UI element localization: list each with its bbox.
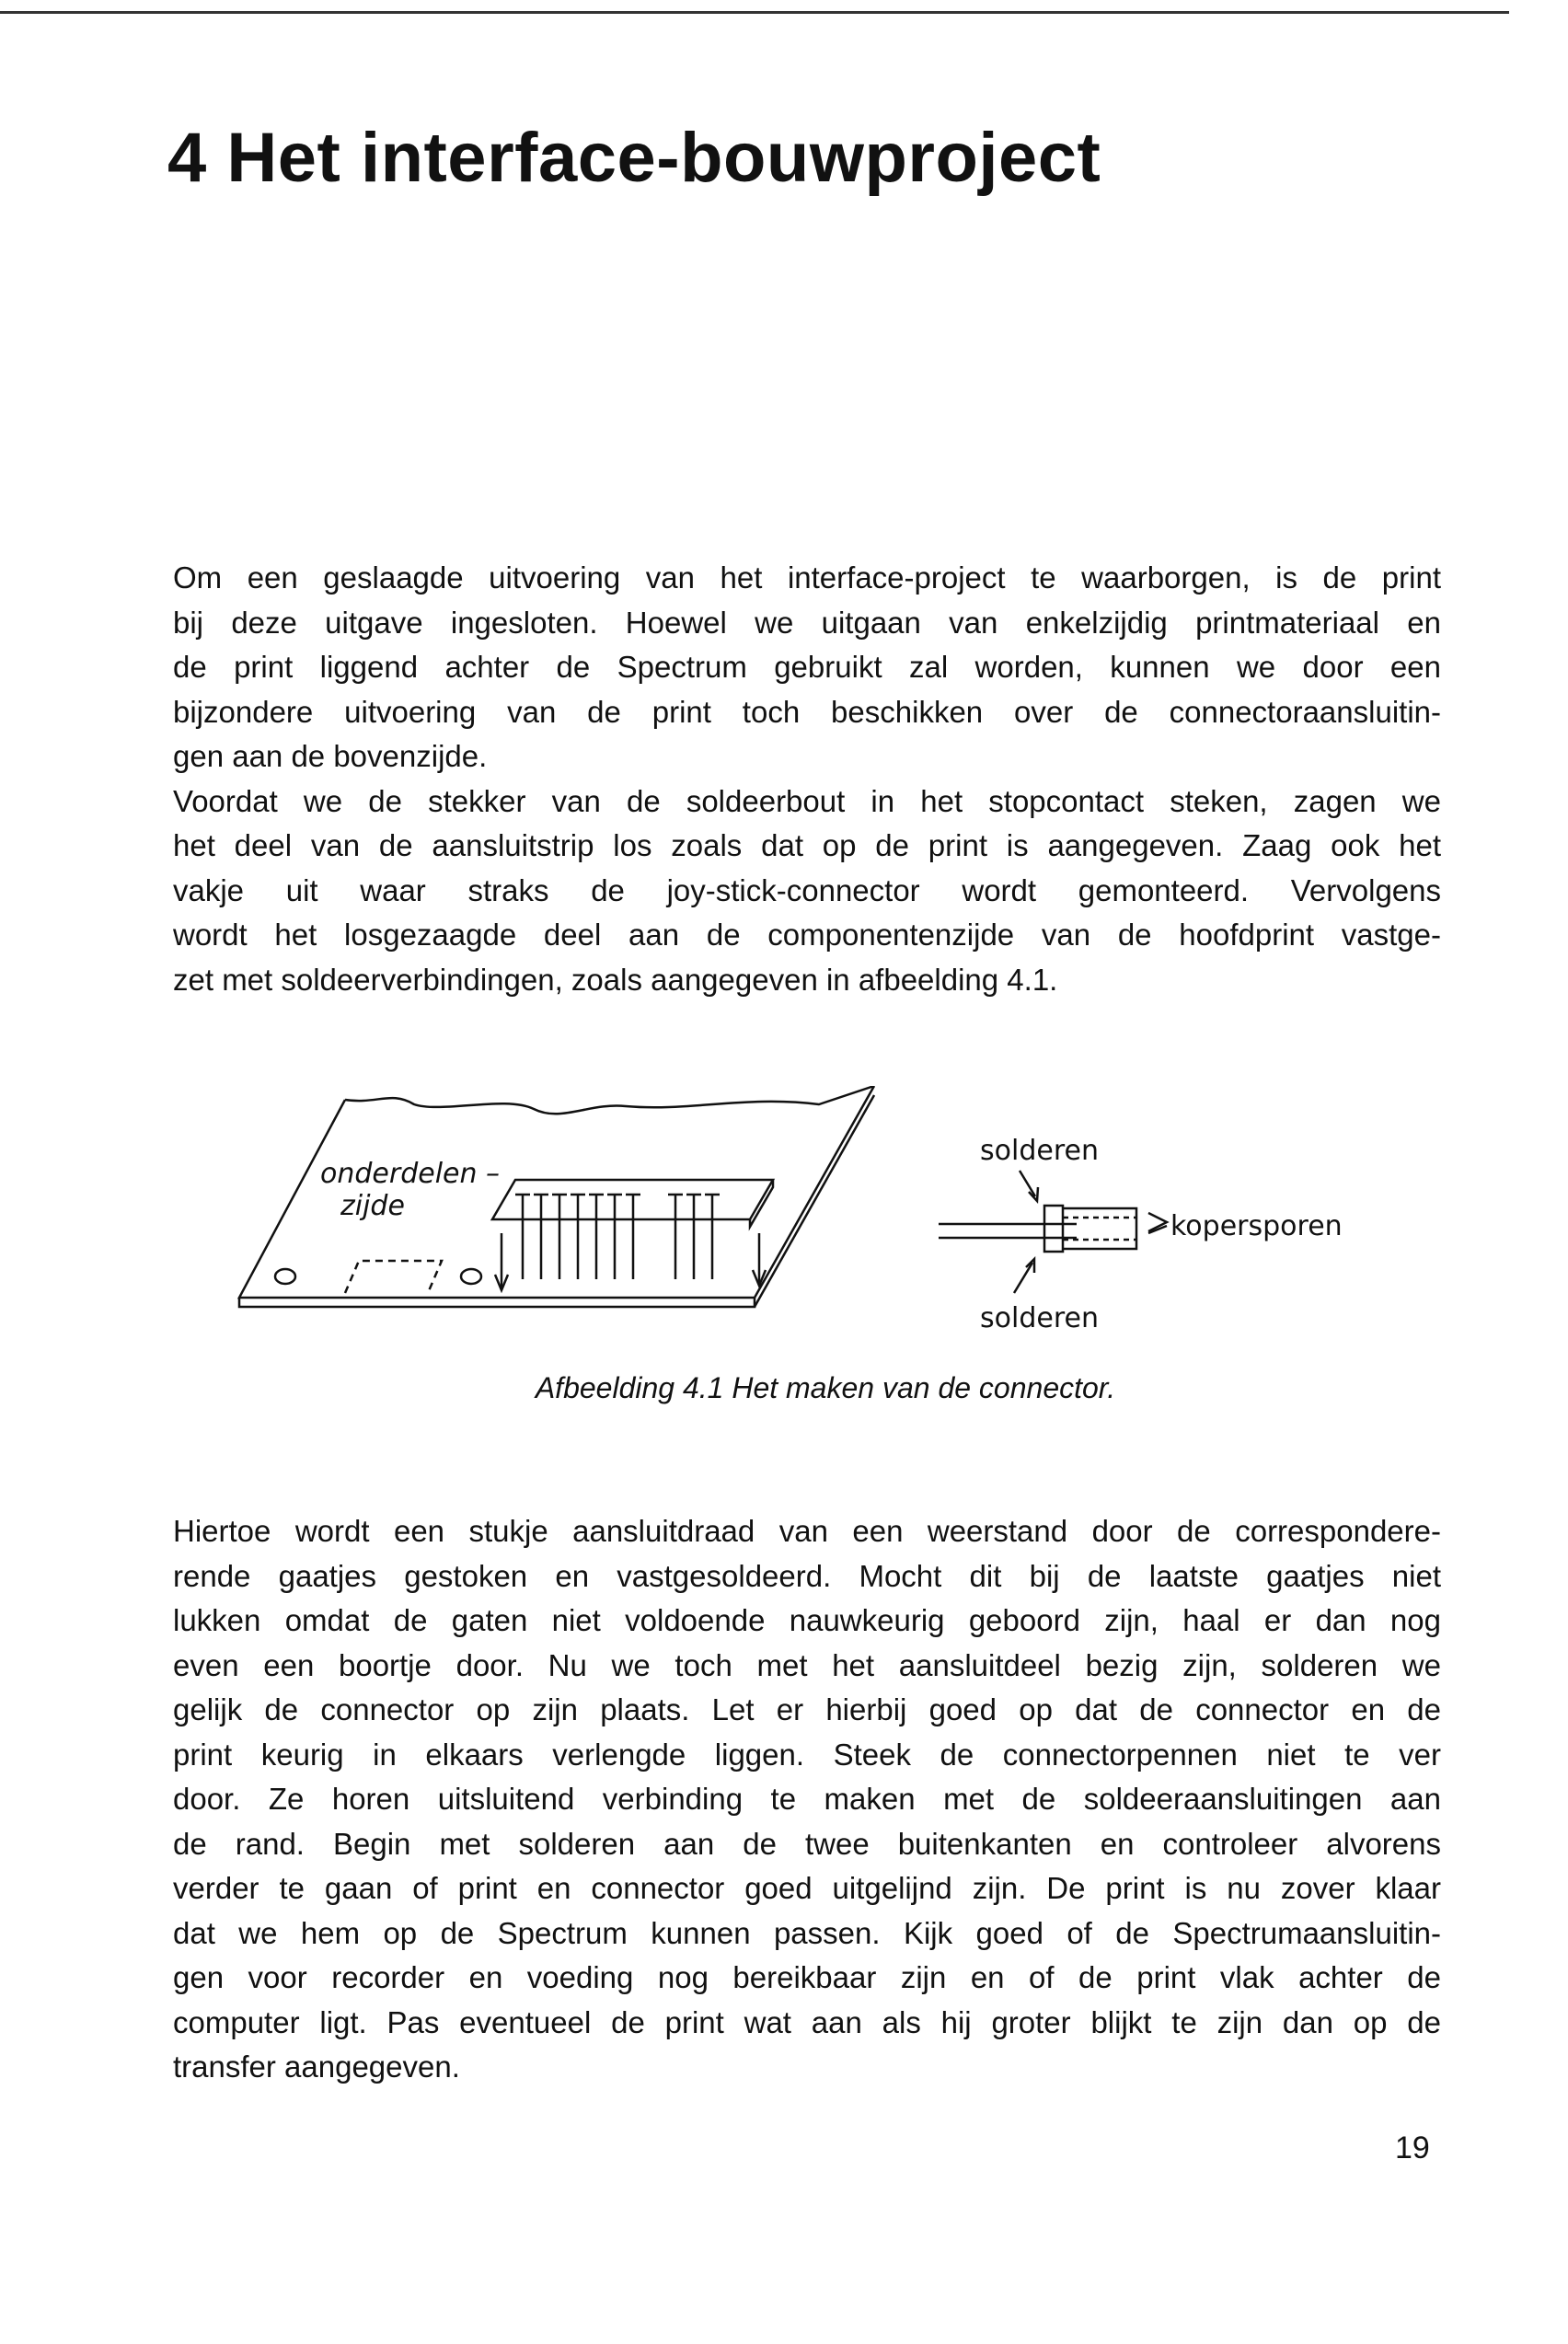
page-number: 19 — [1395, 2130, 1430, 2165]
text-line: computer ligt. Pas eventueel de print wat aan als hij groter blijkt te zijn dan op de — [173, 2004, 1441, 2039]
text-line: Voordat we de stekker van de soldeerbout in het stopcontact steken, zagen we — [173, 783, 1441, 818]
text-line: de print liggend achter de Spectrum gebruikt zal worden, kunnen we door een — [173, 650, 1441, 684]
paragraph-body — [173, 1509, 1441, 2090]
label-zijde: zijde — [340, 1190, 405, 1222]
side-view-drawing — [939, 1171, 1167, 1293]
figure-connector — [230, 1086, 1362, 1344]
text-line: het deel van de aansluitstrip los zoals dat op de print is aangegeven. Zaag ook het — [173, 828, 1441, 862]
connector-pins — [515, 1195, 720, 1279]
chapter-title: 4 Het interface-bouwproject — [167, 119, 1101, 197]
text-line: gen voor recorder en voeding nog bereikbaar zijn en of de print vlak achter de — [173, 1960, 1441, 1994]
label-solderen-top: solderen — [980, 1135, 1099, 1167]
text-line: even een boortje door. Nu we toch met het aansluitdeel bezig zijn, solderen we — [173, 1647, 1441, 1682]
text-line: Hiertoe wordt een stukje aansluitdraad van een weerstand door de correspondere- — [173, 1514, 1441, 1548]
text-line: wordt het losgezaagde deel aan de componentenzijde van de hoofdprint vastge- — [173, 918, 1441, 952]
text-line: zet met soldeerverbindingen, zoals aangegeven in afbeelding 4.1. — [173, 962, 1058, 997]
connector-diagram — [230, 1086, 1362, 1344]
pcb-drawing — [239, 1086, 874, 1307]
text-line: vakje uit waar straks de joy-stick-connector wordt gemonteerd. Vervolgens — [173, 872, 1441, 907]
label-solderen-bottom: solderen — [980, 1302, 1099, 1334]
text-line: print keurig in elkaars verlengde liggen. Steek de connectorpennen niet te ver — [173, 1737, 1441, 1772]
text-line: verder te gaan of print en connector goed uitgelijnd zijn. De print is nu zover klaar — [173, 1871, 1441, 1905]
text-line: gelijk de connector op zijn plaats. Let er hierbij goed op dat de connector en de — [173, 1692, 1441, 1726]
text-line: de rand. Begin met solderen aan de twee buitenkanten en controleer alvorens — [173, 1826, 1441, 1861]
text-line: door. Ze horen uitsluitend verbinding te maken met de soldeeraansluitingen aan — [173, 1782, 1441, 1816]
label-kopersporen: kopersporen — [1170, 1210, 1343, 1242]
text-line: bijzondere uitvoering van de print toch beschikken over de connectoraansluitin- — [173, 694, 1441, 729]
text-line: lukken omdat de gaten niet voldoende nauwkeurig geboord zijn, haal er dan nog — [173, 1603, 1441, 1637]
text-line: Om een geslaagde uitvoering van het interface-project te waarborgen, is de print — [173, 560, 1441, 595]
label-onderdelen: onderdelen – — [320, 1158, 501, 1190]
paragraph-intro — [173, 556, 1441, 1002]
text-line: transfer aangegeven. — [173, 2050, 460, 2084]
figure-caption: Afbeelding 4.1 Het maken van de connector. — [535, 1371, 1116, 1404]
text-line: bij deze uitgave ingesloten. Hoewel we uitgaan van enkelzijdig printmateriaal en — [173, 605, 1441, 640]
text-line: dat we hem op de Spectrum kunnen passen. Kijk goed of de Spectrumaansluitin- — [173, 1915, 1441, 1950]
top-rule — [0, 11, 1509, 14]
text-line: rende gaatjes gestoken en vastgesoldeerd. Mocht dit bij de laatste gaatjes niet — [173, 1558, 1441, 1593]
text-line: gen aan de bovenzijde. — [173, 739, 488, 773]
